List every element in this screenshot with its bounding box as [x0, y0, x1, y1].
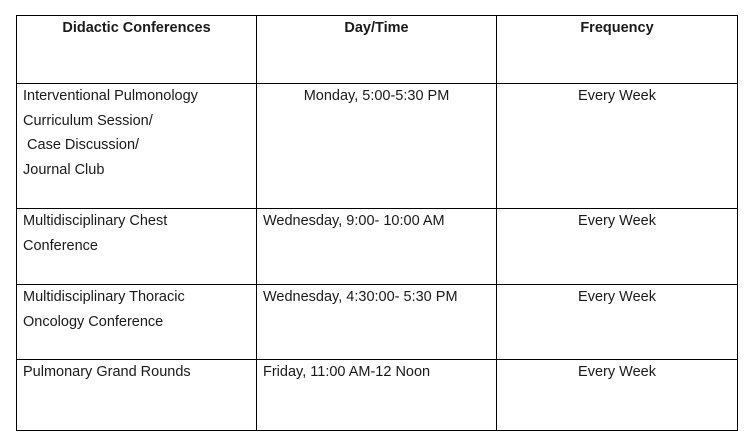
conference-name-line: Journal Club: [23, 161, 105, 178]
conference-name-cell: [17, 209, 257, 285]
conference-name-line: Curriculum Session/: [23, 112, 153, 129]
table-row: [17, 209, 738, 285]
frequency-cell: Every Week: [497, 209, 738, 285]
conference-name-line: Oncology Conference: [23, 313, 164, 330]
table-row: [17, 285, 738, 360]
day-time-cell: Wednesday, 9:00- 10:00 AM: [257, 209, 497, 285]
conference-name-line: Conference: [23, 237, 98, 254]
conference-name-line: Multidisciplinary Chest: [23, 213, 168, 229]
table-header-row: [17, 16, 738, 84]
conference-name-cell: [17, 360, 257, 431]
table-row: [17, 84, 738, 209]
conference-name-line: Pulmonary Grand Rounds: [23, 364, 191, 380]
header-frequency: Frequency: [497, 16, 738, 84]
frequency-cell: Every Week: [497, 360, 738, 431]
day-time-cell: Friday, 11:00 AM-12 Noon: [257, 360, 497, 431]
header-day-time: Day/Time: [257, 16, 497, 84]
conference-name-line: Multidisciplinary Thoracic: [23, 289, 185, 305]
conference-schedule-table: [16, 15, 738, 431]
day-time-cell: Wednesday, 4:30:00- 5:30 PM: [257, 285, 497, 360]
day-time-cell: Monday, 5:00-5:30 PM: [257, 84, 497, 209]
conference-name-cell: [17, 84, 257, 209]
conference-name-line: Case Discussion/: [23, 137, 140, 154]
conference-name-line: Interventional Pulmonology: [23, 88, 198, 104]
frequency-cell: Every Week: [497, 84, 738, 209]
header-didactic-conferences: Didactic Conferences: [17, 16, 257, 84]
conference-name-cell: [17, 285, 257, 360]
frequency-cell: Every Week: [497, 285, 738, 360]
table-row: [17, 360, 738, 431]
